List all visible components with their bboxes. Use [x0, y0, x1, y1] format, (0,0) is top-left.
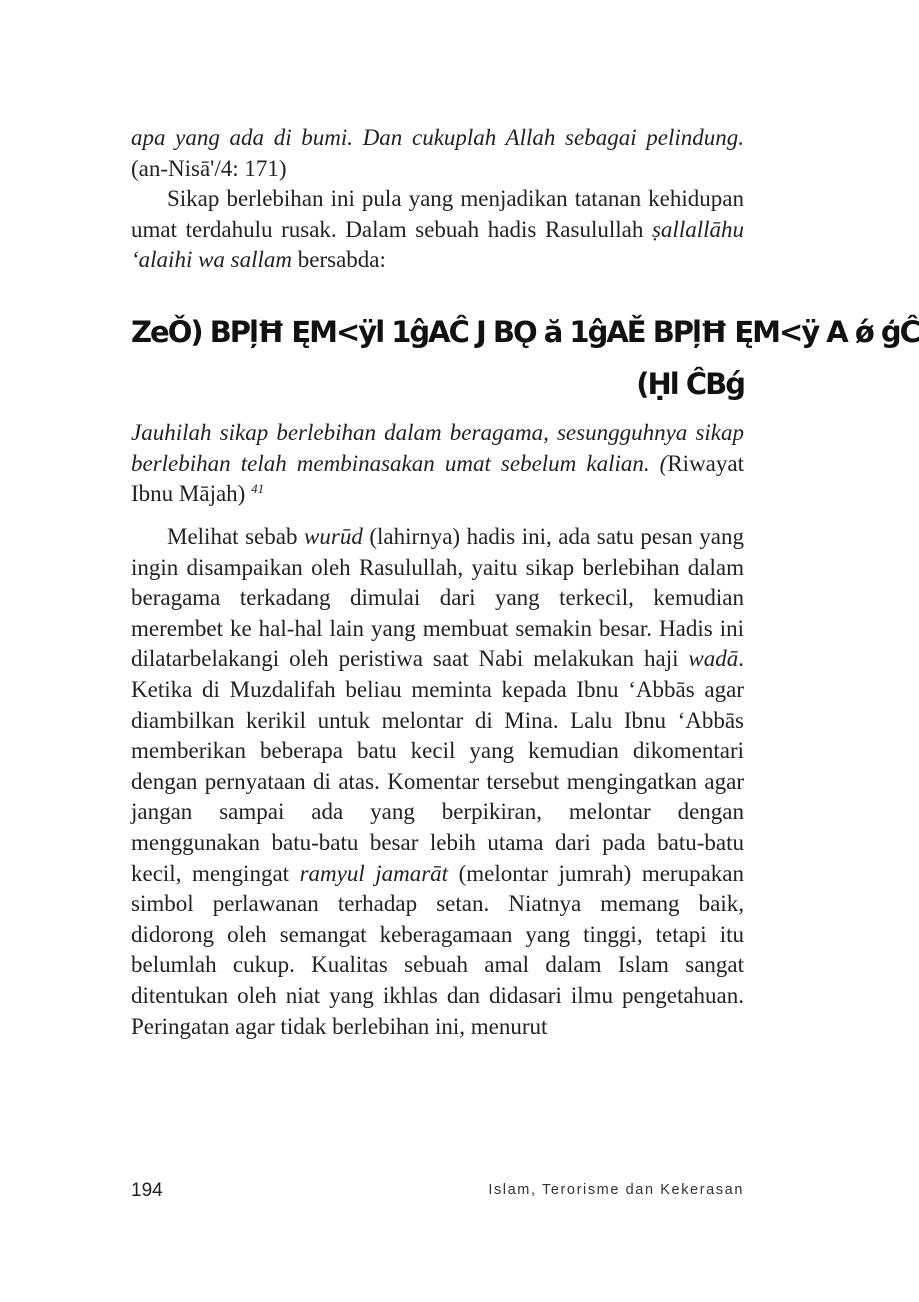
quran-translation-italic: apa yang ada di bumi. Dan cukuplah Allah sebagai pelindung.	[131, 125, 744, 150]
main-text-1: Melihat sebab	[167, 524, 305, 549]
running-footer-title: Islam, Terorisme dan Kekerasan	[488, 1182, 744, 1198]
intro-paragraph	[131, 184, 744, 276]
term-wurud: wurūd	[304, 524, 363, 549]
main-paragraph	[131, 522, 744, 1042]
arabic-line-2: (Ḥl ĈΒǵ	[636, 367, 744, 401]
main-text-4: (melontar jumrah) merupakan simbol perlawanan terhadap setan. Niatnya memang baik, didorong oleh semangat keberagamaan yang tinggi, tetapi itu belumlah cukup. Kualitas sebuah amal dalam Islam sangat ditentukan oleh niat yang ikhlas dan didasari ilmu pengetahuan. Peringatan agar tidak berlebihan ini, menurut	[131, 860, 744, 1039]
footnote-marker: 41	[251, 481, 265, 497]
arabic-hadith-text	[131, 306, 919, 410]
term-ramyul-jamarat: ramyul jamarāt	[299, 860, 449, 886]
quran-translation-end	[131, 123, 744, 184]
hadith-translation	[131, 418, 744, 510]
hadith-reference: Riwayat Ibnu Mājah)	[131, 450, 744, 507]
hadith-translation-italic: Jauhilah sikap berlebihan dalam beragama, sesungguhnya sikap berlebihan telah membinasakan umat sebelum kalian. (	[131, 420, 744, 476]
page-number: 194	[131, 1180, 163, 1201]
intro-text-before: Sikap berlebihan ini pula yang menjadikan tatanan kehidupan umat terdahulu rusak. Dalam sebuah hadis Rasulullah	[131, 186, 744, 242]
intro-text-after: bersabda:	[292, 247, 386, 273]
main-text-2: (lahirnya) hadis ini, ada satu pesan yang ingin disampaikan oleh Rasulullah, yaitu sikap berlebihan dalam beragama terkadang dimulai dari yang terkecil, kemudian merembet ke hal-hal lain yang membuat semakin besar. Hadis ini dilatarbelakangi oleh peristiwa saat Nabi melakukan haji	[131, 524, 745, 672]
salawat-phrase: ṣallallāhu ‘alaihi wa sallam	[131, 216, 744, 273]
quran-reference: (an-Nisā'/4: 171)	[131, 155, 287, 181]
main-text-3: . Ketika di Muzdalifah beliau meminta kepada Ibnu ‘Abbās agar diambilkan kerikil untuk melontar di Mina. Lalu Ibnu ‘Abbās memberikan beberapa batu kecil yang kemudian dikomentari dengan pernyataan di atas. Komentar tersebut mengingatkan agar jangan sampai ada yang berpikiran, melontar dengan menggunakan batu-batu besar lebih utama dari pada batu-batu kecil, mengingat	[131, 646, 744, 886]
term-wada: wadā	[688, 646, 739, 672]
arabic-line-1: ZeǑ) ΒΡļĦ ĘΜ<ÿl 1ĝΑĈ J ΒǪ ă 1ĝΑĚ ΒΡļĦ ĘΜ<ÿ Α ǿ ģĈ	[131, 315, 919, 349]
